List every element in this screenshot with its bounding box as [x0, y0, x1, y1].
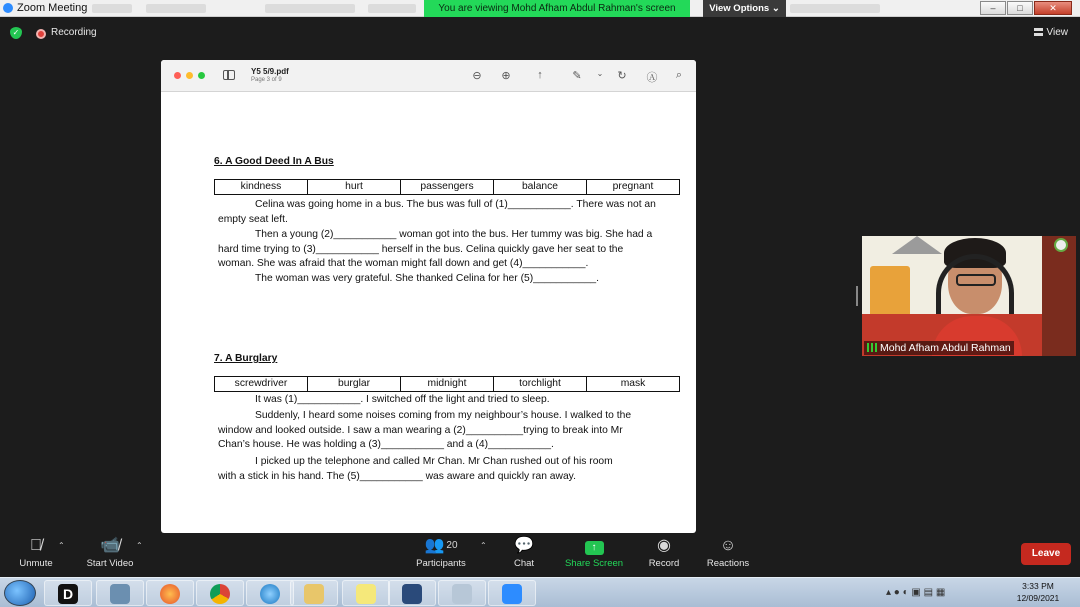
video-options-caret-icon[interactable]: ⌃: [136, 541, 143, 550]
system-tray-icons[interactable]: ▴ ● ◐ ▣ ▤ ▦: [886, 587, 946, 598]
section-7-paragraph-3: I picked up the telephone and called Mr Chan. Mr Chan rushed out of his room with a stick in his hand. The (5)___________ was aware and quickly ran away.: [218, 456, 613, 482]
window-title: Zoom Meeting: [17, 2, 88, 14]
rotate-icon[interactable]: ↻: [617, 70, 627, 82]
share-screen-button[interactable]: ↑ Share Screen: [564, 542, 624, 569]
section-6-word-box: [214, 179, 680, 195]
grid-view-icon: [1034, 28, 1043, 36]
view-button[interactable]: [1034, 27, 1069, 38]
word-cell: passengers: [400, 180, 493, 194]
taskbar-monitor-icon[interactable]: [388, 580, 436, 606]
view-options-button[interactable]: View Options ⌄: [703, 0, 786, 17]
recording-label[interactable]: Recording: [51, 27, 97, 38]
recording-icon: [36, 29, 46, 39]
section-6-title: 6. A Good Deed In A Bus: [214, 156, 334, 167]
audio-options-caret-icon[interactable]: ⌃: [58, 541, 65, 550]
section-6-paragraph-3: The woman was very grateful. She thanked Celina for her (5)___________.: [255, 273, 600, 284]
section-7-paragraph-1: It was (1)___________. I switched off the light and tried to sleep.: [255, 394, 550, 405]
blurred-tab: [265, 4, 355, 13]
panel-resize-handle[interactable]: [856, 286, 858, 306]
minimize-button[interactable]: –: [980, 1, 1006, 15]
taskbar-app-d-icon[interactable]: D: [44, 580, 92, 606]
leave-button[interactable]: Leave: [1021, 543, 1071, 565]
close-dot-icon[interactable]: [174, 72, 181, 79]
windows-taskbar: [0, 577, 1080, 607]
word-cell: torchlight: [493, 377, 586, 391]
section-7-word-box: [214, 376, 680, 392]
unmute-button[interactable]: 🎙̸ Unmute: [14, 534, 58, 574]
viewing-screen-banner: You are viewing Mohd Afham Abdul Rahman's screen: [424, 0, 690, 17]
blurred-tab: [92, 4, 132, 13]
chat-icon: 💬: [514, 537, 534, 554]
zoom-app-icon: [3, 3, 13, 13]
zoom-out-icon[interactable]: ⊖: [472, 70, 482, 82]
share-screen-icon: ↑: [585, 541, 604, 555]
taskbar-chrome-icon[interactable]: [196, 580, 244, 606]
taskbar-explorer-icon[interactable]: [290, 580, 338, 606]
document-page-info: Page 3 of 9: [251, 77, 282, 83]
maximize-dot-icon[interactable]: [198, 72, 205, 79]
section-6-paragraph-2: Then a young (2)___________ woman got into the bus. Her tummy was big. She had a hard time trying to (3)___________ herself in the bus. Celina quickly gave her seat to the woman. She was afraid that the woman might fall down and get (4)___________.: [218, 229, 653, 270]
view-label: View: [1046, 27, 1068, 38]
markup-pen-icon[interactable]: ✎: [572, 70, 582, 82]
title-bar: [0, 0, 1080, 17]
blurred-tab: [790, 4, 880, 13]
sidebar-toggle-icon[interactable]: [223, 70, 235, 80]
taskbar-zoom-icon[interactable]: [488, 580, 536, 606]
section-7-paragraph-2: Suddenly, I heard some noises coming from my neighbour’s house. I walked to the window and looked outside. I saw a man wearing a (2)__________trying to break into Mr Chan’s house. He was holding a (3)___________ and a (4)___________.: [218, 410, 632, 451]
blurred-tab: [368, 4, 416, 13]
word-cell: balance: [493, 180, 586, 194]
word-cell: midnight: [400, 377, 493, 391]
pdf-page: [161, 93, 696, 533]
participants-caret-icon[interactable]: ⌃: [480, 541, 487, 550]
word-cell: hurt: [307, 180, 400, 194]
participants-button[interactable]: 👥 $^{20}$ Participants: [416, 537, 466, 569]
close-button[interactable]: ✕: [1034, 1, 1072, 15]
document-name: Y5 5/9.pdf: [251, 67, 289, 76]
start-button-icon[interactable]: [4, 580, 36, 606]
maximize-button[interactable]: □: [1007, 1, 1033, 15]
participants-count: 20: [446, 540, 458, 551]
annotate-icon[interactable]: Ⓐ: [646, 72, 658, 84]
section-6-paragraph-1: Celina was going home in a bus. The bus was full of (1)___________. There was not an empty seat left.: [218, 199, 656, 225]
word-cell: mask: [586, 377, 679, 391]
taskbar-calculator-icon[interactable]: [438, 580, 486, 606]
taskbar-notes-icon[interactable]: [342, 580, 390, 606]
share-icon[interactable]: ↑: [537, 69, 543, 81]
taskbar-ie-icon[interactable]: [246, 580, 294, 606]
reactions-emoji-icon: ☺: [719, 537, 737, 554]
record-button[interactable]: ◉ Record: [646, 534, 682, 574]
participants-icon: 👥: [424, 537, 445, 554]
pdf-toolbar: [161, 60, 696, 92]
security-shield-icon[interactable]: ✓: [10, 27, 22, 39]
blurred-tab: [146, 4, 206, 13]
participant-video-tile[interactable]: [862, 236, 1076, 356]
chevron-down-icon[interactable]: ⌄: [596, 69, 604, 78]
search-icon[interactable]: ⌕: [675, 69, 683, 81]
participant-name-label: Mohd Afham Abdul Rahman: [864, 341, 1014, 355]
signal-bars-icon: [867, 343, 877, 352]
reactions-button[interactable]: ☺ Reactions: [703, 534, 753, 574]
taskbar-clock[interactable]: 3:33 PM 12/09/2021: [1016, 581, 1060, 603]
window-controls: [979, 1, 1072, 15]
video-off-icon: 📹̸: [100, 537, 120, 554]
word-cell: kindness: [240, 181, 282, 192]
chat-button[interactable]: 💬 Chat: [507, 534, 541, 574]
word-cell: pregnant: [586, 180, 679, 194]
zoom-in-icon[interactable]: ⊕: [501, 70, 511, 82]
minimize-dot-icon[interactable]: [186, 72, 193, 79]
muted-mic-icon: 🎙̸: [30, 537, 42, 554]
word-cell: screwdriver: [234, 378, 288, 389]
shared-screen-pdf-viewer: [161, 60, 696, 533]
start-video-button[interactable]: 📹̸ Start Video: [84, 534, 136, 574]
section-7-title: 7. A Burglary: [214, 353, 278, 364]
taskbar-app-gear-icon[interactable]: [96, 580, 144, 606]
taskbar-firefox-icon[interactable]: [146, 580, 194, 606]
record-icon: ◉: [657, 537, 671, 554]
word-cell: burglar: [307, 377, 400, 391]
